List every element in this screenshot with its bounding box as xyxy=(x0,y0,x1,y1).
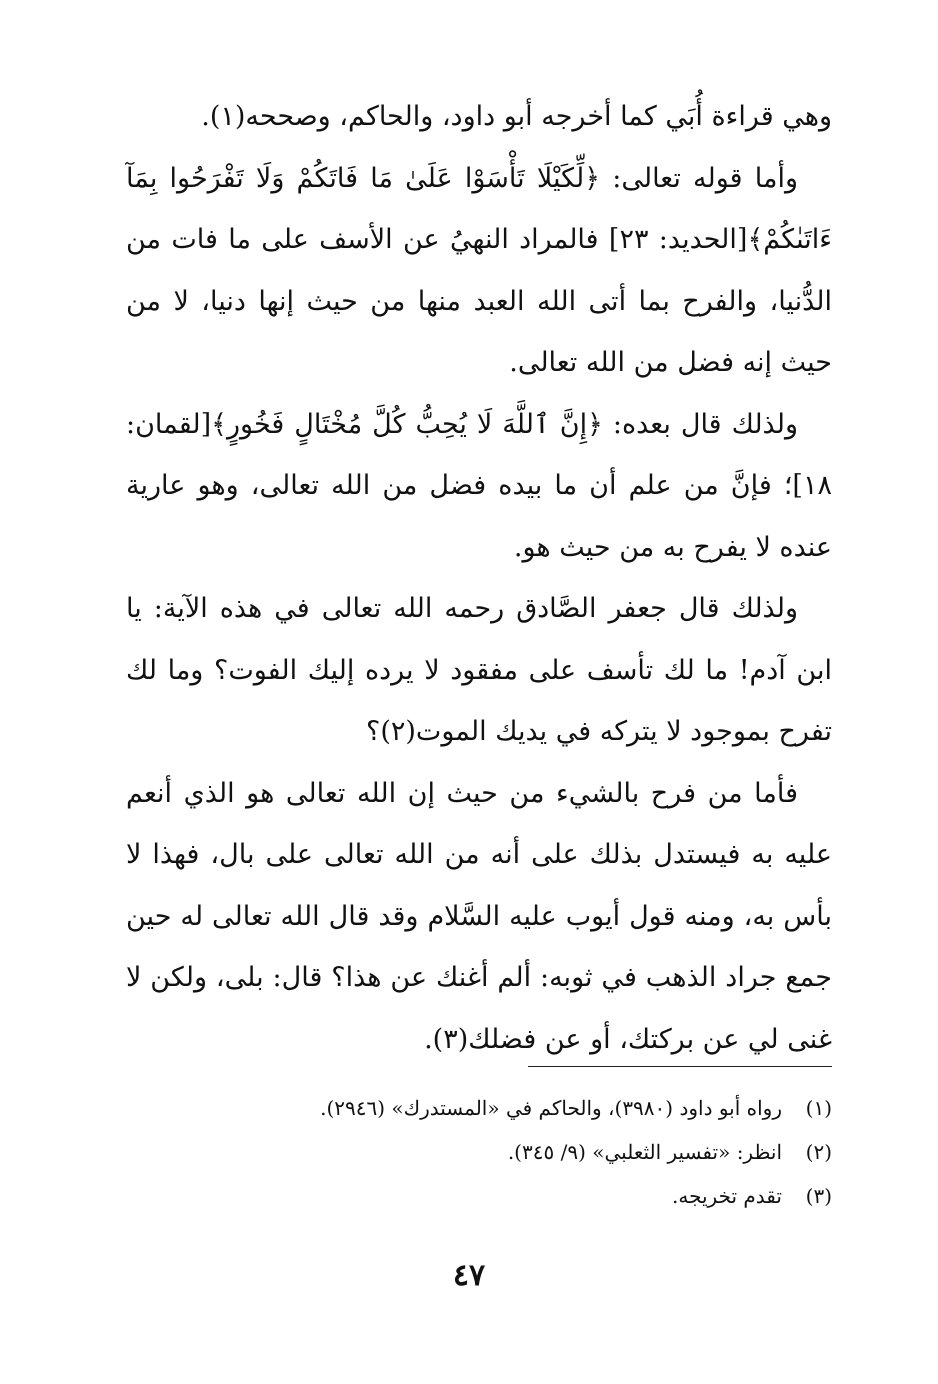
paragraph-5: فأما من فرح بالشيء من حيث إن الله تعالى هو الذي أنعم عليه به فيستدل بذلك على أنه من الله تعالى على بال، فهذا لا بأس به، ومنه قول أيوب عليه السَّلام وقد قال الله تعالى له حين جمع جراد الذهب في ثوبه: ألم أغنك عن هذا؟ قال: بلى، ولكن لا غنى لي عن بركتك، أو عن فضلك(٣). xyxy=(126,777,832,1055)
footnotes xyxy=(126,1086,832,1218)
footnote-3 xyxy=(126,1174,832,1218)
paragraph-3: ولذلك قال بعده: ﴿إِنَّ ٱللَّهَ لَا يُحِبُّ كُلَّ مُخْتَالٍ فَخُورٍ﴾[لقمان: ١٨]؛ فإنَّ من علم أن ما بيده فضل من الله تعالى، وهو عارية عنده لا يفرح به من حيث هو. xyxy=(126,408,832,563)
footnote-number: (١) xyxy=(805,1096,832,1120)
page-number: ٤٧ xyxy=(452,1258,486,1293)
footnote-number: (٢) xyxy=(805,1140,832,1164)
footnote-text: تقدم تخريجه. xyxy=(672,1184,782,1208)
main-text xyxy=(126,86,832,1070)
paragraph-4: ولذلك قال جعفر الصَّادق رحمه الله تعالى في هذه الآية: يا ابن آدم! ما لك تأسف على مفقود لا يرده إليك الفوت؟ وما لك تفرح بموجود لا يتركه في يديك الموت(٢)؟ xyxy=(126,593,832,747)
footnote-text: انظر: «تفسير الثعلبي» (٩/ ٣٤٥). xyxy=(507,1140,782,1164)
footnote-text: رواه أبو داود (٣٩٨٠)، والحاكم في «المستدرك» (٢٩٤٦). xyxy=(320,1096,782,1120)
paragraph-1: وهي قراءة أُبَي كما أخرجه أبو داود، والحاكم، وصححه(١). xyxy=(201,101,832,132)
footnote-2 xyxy=(126,1130,832,1174)
paragraph-2: وأما قوله تعالى: ﴿لِّكَيْلَا تَأْسَوْا عَلَىٰ مَا فَاتَكُمْ وَلَا تَفْرَحُوا بِمَآ ءَاتَىٰكُمْ﴾[الحديد: ٢٣] فالمراد النهيُ عن الأسف على ما فات من الدُّنيا، والفرح بما أتى الله العبد منها من حيث إنها دنيا، لا من حيث إنه فضل من الله تعالى. xyxy=(126,162,833,378)
footnote-1 xyxy=(126,1086,832,1130)
footnote-separator xyxy=(528,1066,832,1067)
footnote-number: (٣) xyxy=(805,1184,832,1208)
